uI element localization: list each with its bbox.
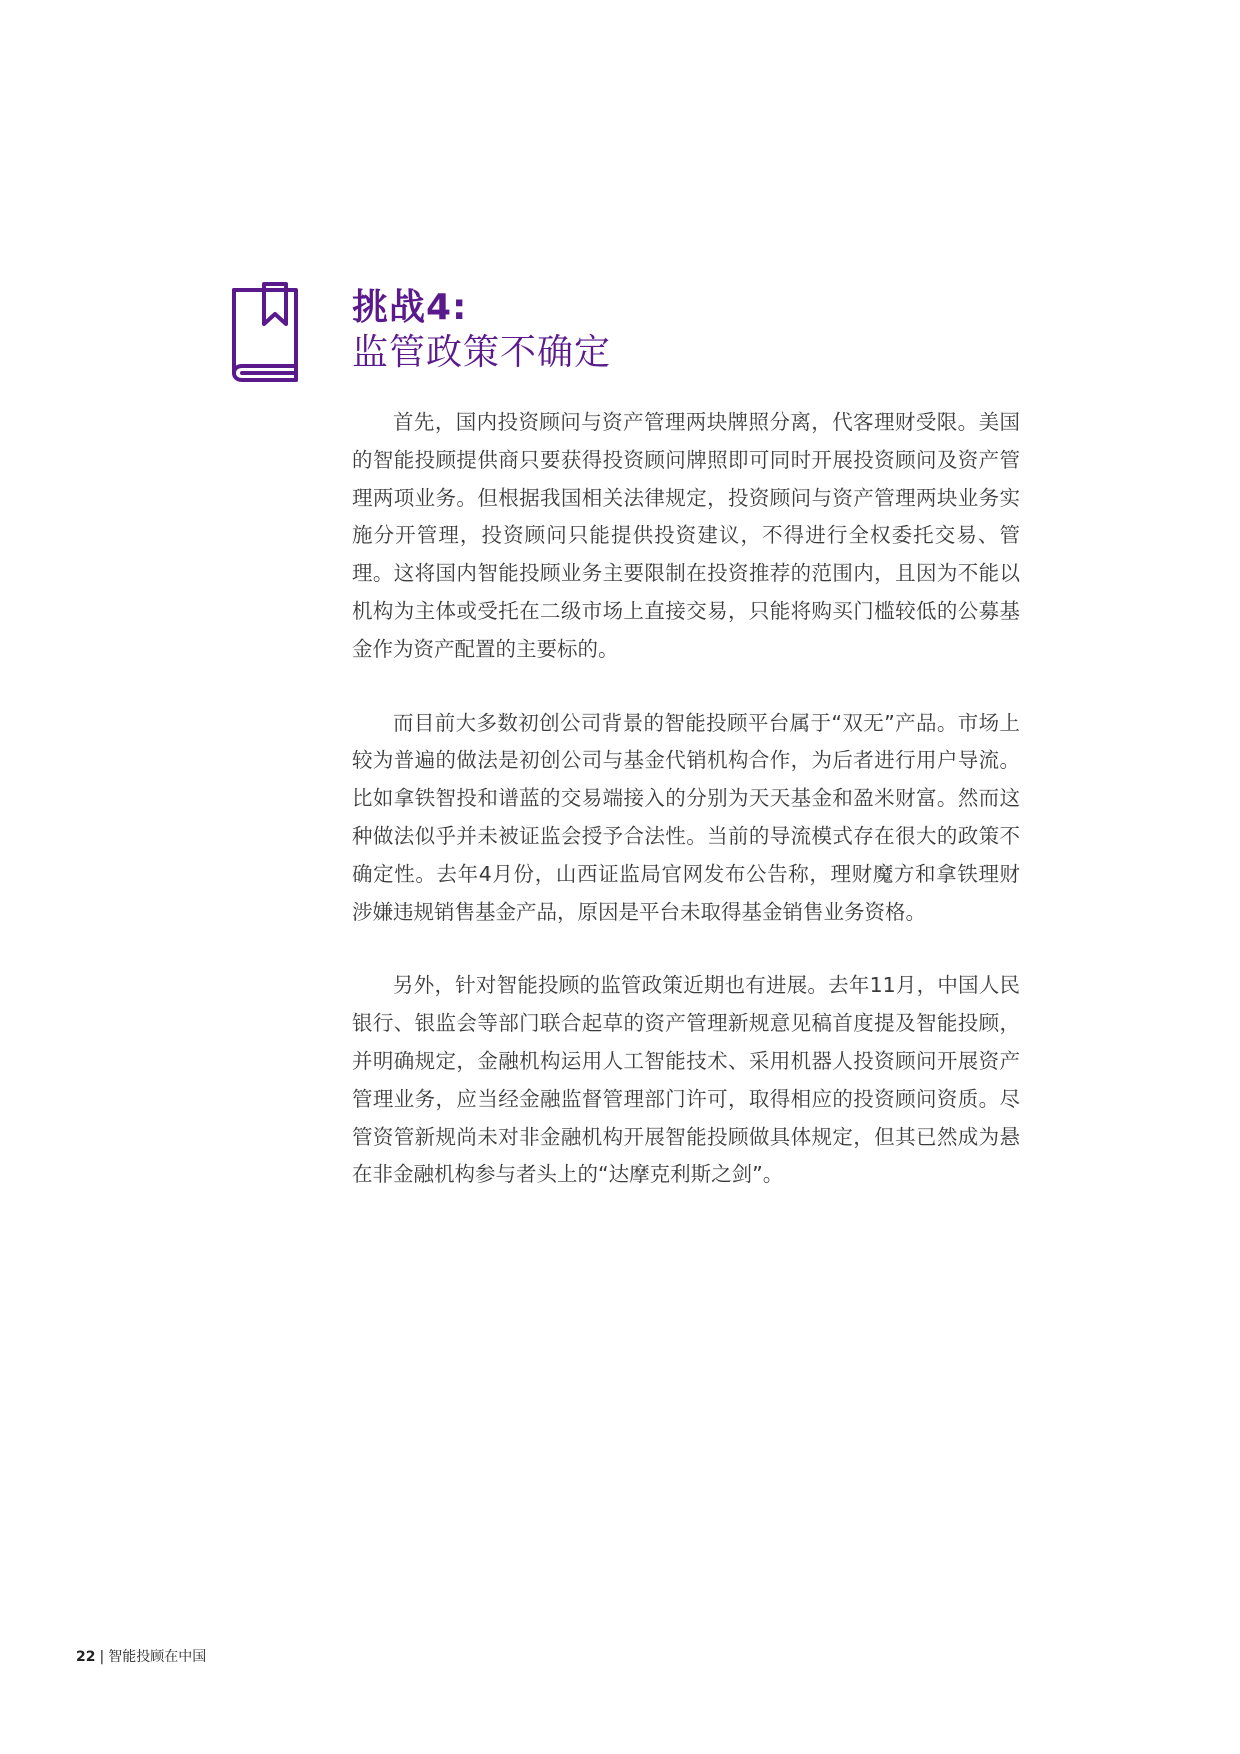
page-number: 22 — [76, 1649, 96, 1665]
footer-separator: | — [99, 1649, 105, 1665]
bookmarked-book-icon — [224, 282, 304, 382]
challenge-label: 挑战4: — [352, 287, 468, 328]
challenge-title: 监管政策不确定 — [352, 332, 612, 373]
section-heading — [352, 286, 611, 376]
publication-title: 智能投顾在中国 — [108, 1649, 207, 1665]
paragraph-3: 另外，针对智能投顾的监管政策近期也有进展。去年11月，中国人民银行、银监会等部门联合起草的资产管理新规意见稿首度提及智能投顾，并明确规定，金融机构运用人工智能技术、采用机器人投资顾问开展资产管理业务，应当经金融监督管理部门许可，取得相应的投资顾问资质。尽管资管新规尚未对非金融机构开展智能投顾做具体规定，但其已然成为悬在非金融机构参与者头上的“达摩克利斯之剑”。 — [352, 973, 1020, 1187]
page-footer — [76, 1646, 206, 1666]
paragraph-1: 首先，国内投资顾问与资产管理两块牌照分离，代客理财受限。美国的智能投顾提供商只要获得投资顾问牌照即可同时开展投资顾问及资产管理两项业务。但根据我国相关法律规定，投资顾问与资产管理两块业务实施分开管理，投资顾问只能提供投资建议，不得进行全权委托交易、管理。这将国内智能投顾业务主要限制在投资推荐的范围内，且因为不能以机构为主体或受托在二级市场上直接交易，只能将购买门槛较低的公募基金作为资产配置的主要标的。 — [352, 410, 1020, 661]
paragraph-2: 而目前大多数初创公司背景的智能投顾平台属于“双无”产品。市场上较为普遍的做法是初创公司与基金代销机构合作，为后者进行用户导流。比如拿铁智投和谱蓝的交易端接入的分别为天天基金和盈米财富。然而这种做法似乎并未被证监会授予合法性。当前的导流模式存在很大的政策不确定性。去年4月份，山西证监局官网发布公告称，理财魔方和拿铁理财涉嫌违规销售基金产品，原因是平台未取得基金销售业务资格。 — [352, 710, 1020, 924]
body-text — [352, 404, 1020, 1230]
